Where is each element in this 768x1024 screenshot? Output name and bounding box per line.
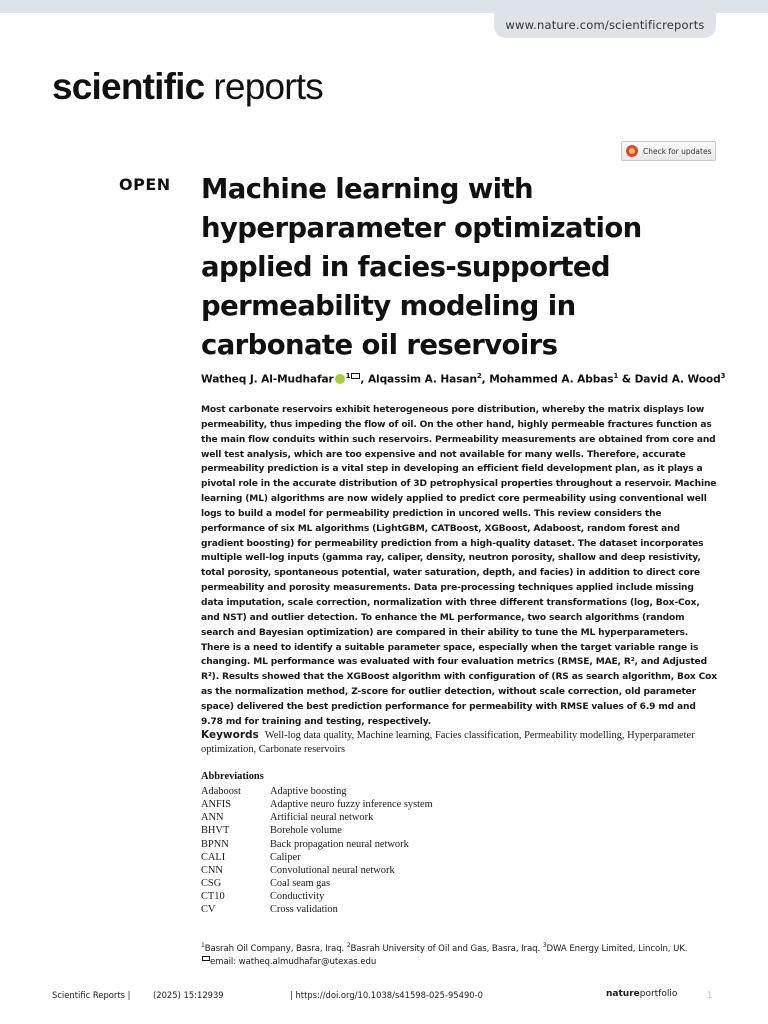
- affiliation-text: Basrah Oil Company, Basra, Iraq.: [204, 943, 345, 954]
- journal-name-light: reports: [213, 66, 323, 107]
- author-affiliation: 1: [345, 372, 351, 380]
- publisher-logo[interactable]: [606, 989, 677, 999]
- author-name[interactable]: Mohammed A. Abbas: [489, 373, 614, 386]
- author-affiliation: 3: [720, 372, 726, 380]
- abbreviation-definition: Convolutional neural network: [270, 864, 395, 876]
- footer-doi-link[interactable]: | https://doi.org/10.1038/s41598-025-95490-0: [290, 990, 483, 1000]
- abbreviation-key: CALI: [201, 851, 226, 863]
- article-title: Machine learning with hyperparameter optimization applied in facies-supported permeability modeling in carbonate oil reservoirs: [201, 173, 642, 361]
- keywords-text: Well-log data quality, Machine learning, Facies classification, Permeability modelling, Hyperparameter optimization, Carbonate reservoirs: [201, 730, 695, 755]
- correspondence-line: [201, 956, 721, 969]
- crossmark-icon: [626, 145, 638, 157]
- author-affiliation: 1: [613, 372, 619, 380]
- abbreviation-row: [201, 864, 601, 877]
- publisher-logo-bold: nature: [606, 989, 640, 999]
- author-name[interactable]: Watheq J. Al-Mudhafar: [201, 373, 334, 386]
- email-address[interactable]: watheq.almudhafar@utexas.edu: [238, 956, 377, 967]
- affiliation-text: Basrah University of Oil and Gas, Basra, Iraq.: [350, 943, 541, 954]
- author-affiliation: 2: [476, 372, 482, 380]
- abbreviation-row: [201, 851, 601, 864]
- affiliation-number: 1: [201, 942, 205, 949]
- page-number: 1: [707, 990, 713, 1000]
- abbreviation-definition: Cross validation: [270, 904, 338, 916]
- affiliations: [201, 939, 721, 969]
- page-footer: [52, 990, 716, 1004]
- abbreviation-definition: Caliper: [270, 851, 301, 863]
- author-list: Watheq J. Al-Mudhafar $^1$ , Alqassim A. Hasan$^2$, Mohammed A. Abbas$^1$ & David A. Wood$^3$: [201, 372, 726, 386]
- affiliation-number: 2: [346, 942, 351, 949]
- abbreviation-key: CT10: [201, 891, 225, 903]
- email-label: email:: [210, 956, 236, 967]
- abbreviation-key: Adaboost: [201, 786, 241, 797]
- footer-journal: Scientific Reports |: [52, 990, 131, 1000]
- abbreviation-definition: Artificial neural network: [270, 812, 374, 824]
- journal-url[interactable]: www.nature.com/scientificreports: [505, 17, 705, 32]
- abbreviation-definition: Conductivity: [270, 891, 325, 903]
- abbreviation-row: [201, 890, 601, 903]
- abbreviation-definition: Back propagation neural network: [270, 838, 409, 850]
- orcid-icon[interactable]: [335, 374, 345, 384]
- footer-citation: (2025) 15:12939: [153, 990, 224, 1000]
- abbreviation-key: BHVT: [201, 825, 230, 837]
- affiliation-number: 3: [542, 942, 547, 949]
- abbreviation-row: [201, 785, 601, 798]
- journal-name-bold: scientific: [52, 66, 205, 107]
- check-for-updates-label: Check for updates: [643, 146, 712, 156]
- email-icon[interactable]: [351, 373, 360, 379]
- abbreviation-key: ANFIS: [201, 799, 232, 811]
- email-icon: [202, 956, 210, 961]
- author-name[interactable]: Alqassim A. Hasan: [367, 373, 477, 386]
- abbreviation-key: ANN: [201, 812, 224, 824]
- abbreviation-key: CNN: [201, 864, 223, 876]
- abbreviation-row: [201, 824, 601, 837]
- abbreviation-definition: Borehole volume: [270, 825, 342, 837]
- abbreviation-definition: Adaptive neuro fuzzy inference system: [270, 799, 433, 811]
- abbreviations-heading: Abbreviations: [201, 771, 264, 782]
- abbreviations-list: [201, 785, 601, 917]
- abbreviation-key: BPNN: [201, 838, 229, 850]
- journal-url-tab[interactable]: [494, 11, 716, 38]
- abbreviation-key: CV: [201, 904, 216, 916]
- abstract: Most carbonate reservoirs exhibit heterogeneous pore distribution, whereby the matrix displays low permeability, thus impeding the flow of oil. On the other hand, highly permeable fractures function as the main flow conduits within such reservoirs. Permeability measurements are obtained from core and well test analysis, which are too expensive and not available for many wells. Therefore, accurate permeability prediction is a vital step in developing an efficient field development plan, as it plays a pivotal role in the accurate distribution of 3D petrophysical properties throughout a reservoir. Machine learning (ML) algorithms are now widely applied to predict core permeability using conventional well logs to build a model for permeability prediction in uncored wells. This review considers the performance of six ML algorithms (LightGBM, CATBoost, XGBoost, Adaboost, random forest and gradient boosting) for permeability prediction from a high-quality dataset. The dataset incorporates multiple well-log inputs (gamma ray, caliper, density, neutron porosity, shallow and deep resistivity, total porosity, spontaneous potential, water saturation, depth, and facies) in addition to direct core permeability and porosity measurements. Data pre-processing techniques applied include missing data imputation, scale correction, normalization with three different transformations (log, Box-Cox, and NST) and outlier detection. To enhance the ML performance, two search algorithms (random search and Bayesian optimization) are compared in their ability to tune the ML hyperparameters. There is a need to identify a suitable parameter space, especially when the target variable range is changing. ML performance was evaluated with four evaluation metrics (RMSE, MAE, R², and Adjusted R²). Results showed that the XGBoost algorithm with configuration of (RS as search algorithm, Box Cox as the normalization method, Z-score for outlier detection, without scale correction, old parameter space) delivered the best prediction performance for permeability with RMSE values of 6.9 md and 9.78 md for training and testing, respectively.: [201, 405, 717, 727]
- abbreviation-row: [201, 811, 601, 824]
- abbreviation-key: CSG: [201, 878, 222, 890]
- top-url-bar: [0, 0, 768, 38]
- keywords-block: [201, 728, 701, 757]
- keywords-label: Keywords: [201, 729, 259, 741]
- open-access-label: OPEN: [119, 175, 171, 194]
- affiliation-line: [201, 939, 721, 956]
- publisher-logo-light: portfolio: [639, 989, 678, 999]
- abbreviation-row: [201, 903, 601, 916]
- abbreviation-definition: Coal seam gas: [270, 878, 331, 890]
- affiliation-text: DWA Energy Limited, Lincoln, UK.: [546, 943, 688, 954]
- abbreviation-row: [201, 838, 601, 851]
- check-for-updates-button[interactable]: [621, 141, 716, 161]
- abbreviation-row: [201, 798, 601, 811]
- author-name[interactable]: David A. Wood: [634, 373, 721, 386]
- abbreviation-definition: Adaptive boosting: [270, 786, 347, 797]
- abbreviation-row: [201, 877, 601, 890]
- journal-masthead[interactable]: [52, 66, 323, 110]
